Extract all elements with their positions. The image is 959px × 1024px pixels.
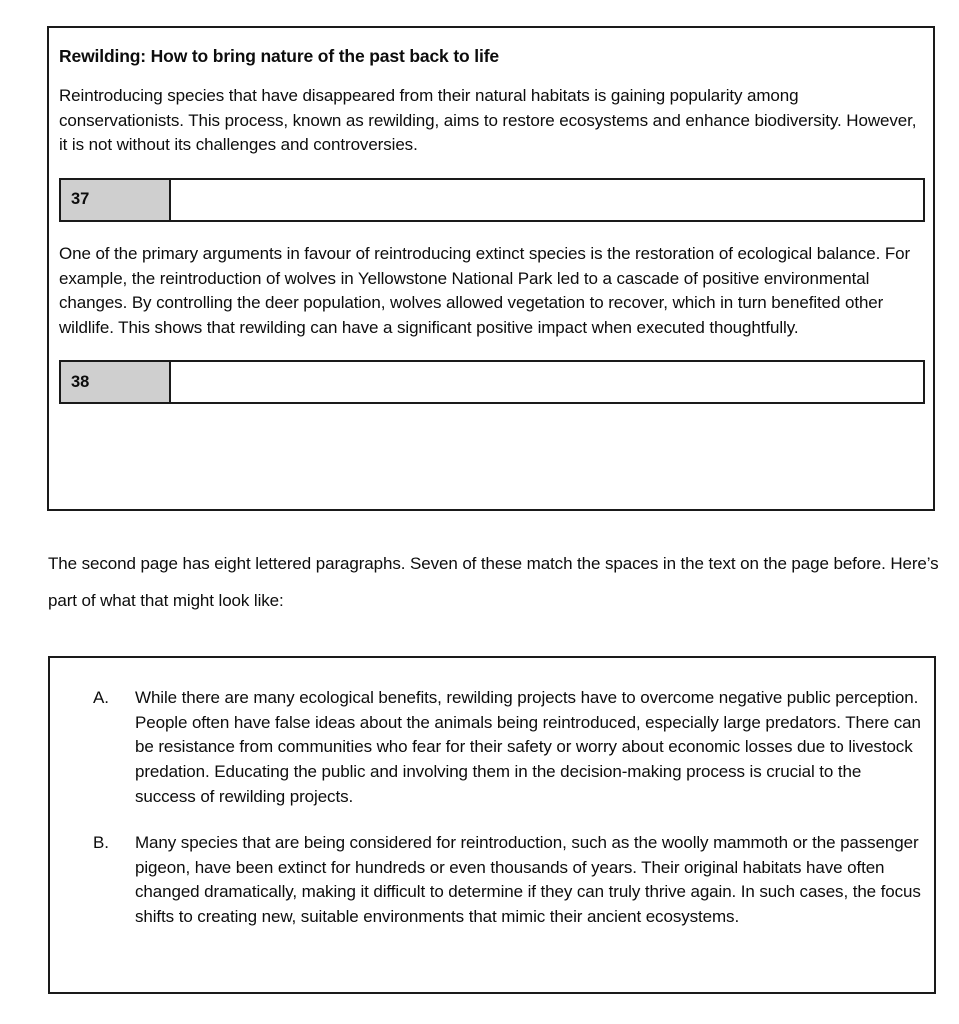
option-letter-b: B. — [93, 833, 109, 853]
gap-answer-box-37[interactable] — [59, 178, 925, 222]
option-item-a[interactable] — [50, 686, 928, 809]
option-text-a: While there are many ecological benefits, rewilding projects have to overcome negative public perception. People often have false ideas about the animals being reintroduced, especially large predators. There can be resistance from communities who fear for their safety or worry about economic losses due to livestock predation. Educating the public and involving them in the decision-making process is crucial to the success of rewilding projects. — [135, 688, 921, 806]
gap-number-37: 37 — [61, 180, 171, 220]
interstitial-line-2: the page before. Here’s part of what that might look like: — [48, 554, 939, 610]
gap-answer-field-38[interactable] — [171, 362, 923, 402]
article-paragraph-2: One of the primary arguments in favour of reintroducing extinct species is the restoration of ecological balance. For example, the reintroduction of wolves in Yellowstone National Park led to a cascade of positive environmental changes. By controlling the deer population, wolves allowed vegetation to recover, which in turn benefited other wildlife. This shows that rewilding can have a significant positive impact when executed thoughtfully. — [59, 243, 911, 337]
gap-answer-box-38[interactable] — [59, 360, 925, 404]
option-item-b[interactable] — [50, 831, 928, 930]
gap-number-38: 38 — [61, 362, 171, 402]
lettered-options-page — [48, 656, 936, 994]
gap-answer-field-37[interactable] — [171, 180, 923, 220]
interstitial-text — [48, 546, 943, 619]
option-text-b: Many species that are being considered for reintroduction, such as the woolly mammoth or the passenger pigeon, have been extinct for hundreds or even thousands of years. Their original habitats have often changed dramatically, making it difficult to determine if they can truly thrive again. In such cases, the focus shifts to creating new, suitable environments that mimic their ancient ecosystems. — [135, 833, 921, 927]
article-paragraph-1: Reintroducing species that have disappeared from their natural habitats is gaining popularity among conservationists. This process, known as rewilding, aims to restore ecosystems and enhance biodiversity. However, it is not without its challenges and controversies. — [59, 86, 917, 155]
option-letter-a: A. — [93, 688, 109, 707]
article-text-page — [47, 26, 935, 511]
interstitial-line-1: The second page has eight lettered paragraphs. Seven of these match the spaces in the text on — [48, 554, 759, 573]
article-title: Rewilding: How to bring nature of the past back to life — [59, 46, 499, 66]
